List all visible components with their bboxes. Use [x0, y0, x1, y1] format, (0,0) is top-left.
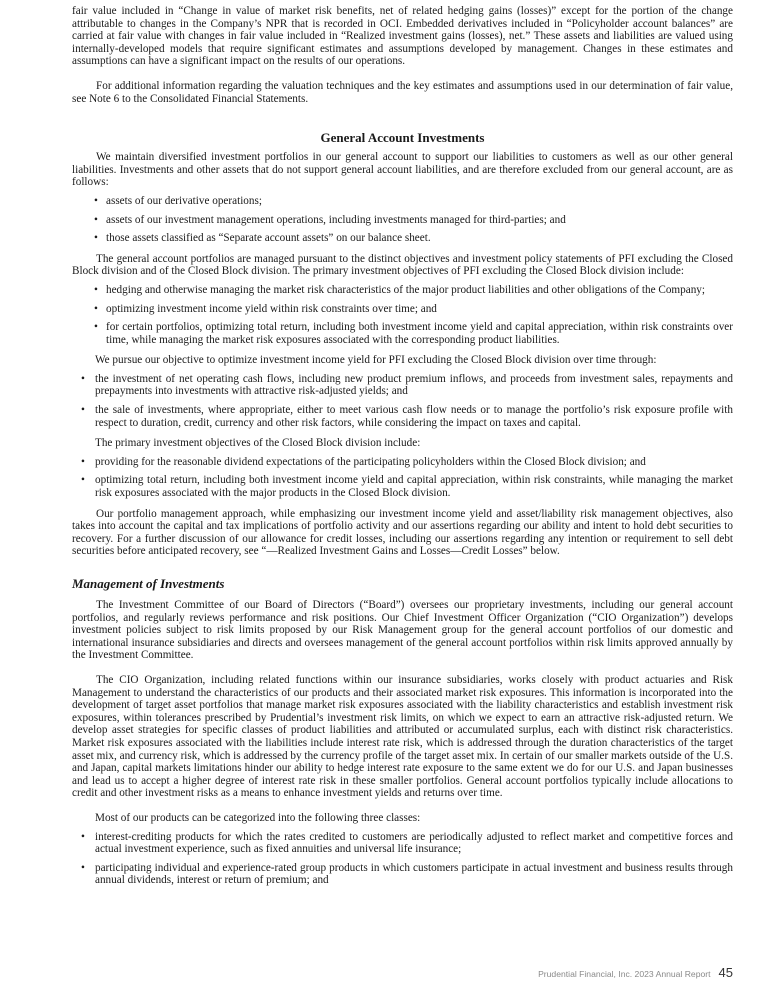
excluded-assets-list: [72, 195, 733, 245]
list-item: • hedging and otherwise managing the market risk characteristics of the major product liabilities and other obligations of the Company;: [94, 283, 705, 296]
bullet-icon: •: [94, 283, 98, 296]
page-number: 45: [718, 965, 733, 980]
pursue-items-list: [72, 373, 733, 429]
closed-block-objectives-list: [72, 456, 733, 500]
product-classes-list: [72, 831, 733, 887]
list-item: • those assets classified as “Separate account assets” on our balance sheet.: [94, 232, 431, 245]
general-account-paragraph-2: The general account portfolios are managed pursuant to the distinct objectives and investment policy statements of PFI excluding the Closed Block division and of the Closed Block division. The primary investment objectives of PFI excluding the Closed Block division include:: [72, 252, 733, 278]
bullet-icon: •: [94, 321, 98, 334]
list-item: • optimizing total return, including both investment income yield and capital appreciation, within risk constraints, while managing the market risk exposures associated with the major products in the Closed Block division.: [81, 474, 733, 500]
list-item: • participating individual and experience-rated group products in which customers participate in actual investment and business results through annual dividends, interest or return of premium; and: [81, 861, 733, 887]
general-account-paragraph-4: The primary investment objectives of the Closed Block division include:: [95, 437, 421, 450]
bullet-icon: •: [81, 830, 85, 843]
management-paragraph-2: The CIO Organization, including related functions within our insurance subsidiaries, works closely with product actuaries and Risk Management to understand the characteristics of our products and their associated market risk exposures. This information is incorporated into the development of target asset portfolios that manage market risk exposures associated with the liability characteristics and establish investment risk exposures, within tolerances prescribed by Prudential’s investment risk limits, on which we expect to earn an attractive risk-adjusted return. We develop asset strategies for specific classes of product liabilities and attributed or accumulated surplus, each with distinct risk characteristics. Market risk exposures associated with the liabilities include interest rate risk, which is addressed through the duration characteristics of the target asset mix, and currency risk, which is addressed by the currency profile of the target asset mix. In certain of our smaller markets outside of the U.S. and Japan, capital markets limitations hinder our ability to hedge interest rate exposure to the same extent we do for our U.S. and Japan businesses and lead us to accept a higher degree of interest rate risk in these smaller portfolios. General account portfolios typically include allocations to credit and other investment risks as a means to enhance investment yields and returns over time.: [72, 673, 733, 800]
intro-paragraph-2: For additional information regarding the valuation techniques and the key estimates and assumptions used in our determination of fair value, see Note 6 to the Consolidated Financial Statements.: [72, 79, 733, 105]
bullet-icon: •: [94, 194, 98, 207]
intro-paragraph-1: fair value included in “Change in value of market risk benefits, net of related hedging gains (losses)” except for the portion of the change attributable to changes in the Company’s NPR that is recorded in OCI. Embedded derivatives included in “Policyholder account balances” are carried at fair value with changes in fair value included in “Realized investment gains (losses), net.” These assets and liabilities are valued using internally-developed models that require significant estimates and assumptions developed by management. Changes in these estimates and assumptions can have a significant impact on the results of our operations.: [72, 5, 733, 68]
bullet-icon: •: [81, 861, 85, 874]
bullet-icon: •: [94, 302, 98, 315]
list-item: • assets of our derivative operations;: [94, 194, 262, 207]
management-paragraph-1: The Investment Committee of our Board of Directors (“Board”) oversees our proprietary investments, including our general account portfolios, and regularly reviews performance and risk positions. Our Chief Investment Officer Organization (“CIO Organization”) develops investment policies subject to risk limits proposed by our Risk Management group for the general account portfolios of our domestic and international insurance subsidiaries and directs and oversees management of the general account portfolios within risk limits approved annually by the Investment Committee.: [72, 599, 733, 662]
page-footer: [538, 965, 733, 980]
pfi-objectives-list: [72, 284, 733, 346]
bullet-icon: •: [81, 455, 85, 468]
section-heading-general-account: General Account Investments: [320, 130, 485, 146]
list-item: • optimizing investment income yield within risk constraints over time; and: [94, 302, 437, 315]
list-item: • assets of our investment management operations, including investments managed for third-parties; and: [94, 213, 566, 226]
list-item: • the investment of net operating cash flows, including new product premium inflows, and proceeds from investment sales, repayments and prepayments into investments with attractive risk-adjusted yields; and: [81, 372, 733, 398]
bullet-icon: •: [81, 372, 85, 385]
list-item: • providing for the reasonable dividend expectations of the participating policyholders within the Closed Block division; and: [81, 455, 646, 468]
general-account-paragraph-1: We maintain diversified investment portfolios in our general account to support our liabilities to customers as well as our other general liabilities. Investments and other assets that do not support general account liabilities, and are therefore excluded from our general account, are as follows:: [72, 151, 733, 189]
bullet-icon: •: [81, 404, 85, 417]
list-item: • the sale of investments, where appropriate, either to meet various cash flow needs or to manage the portfolio’s risk exposure profile with respect to duration, credit, currency and other risk factors, while considering the impact on taxes and capital.: [81, 404, 733, 429]
list-item: • interest-crediting products for which the rates credited to customers are periodically adjusted to reflect market and competitive forces and actual investment experience, such as fixed annuities and universal life insurance;: [81, 830, 733, 856]
subsection-heading-management: Management of Investments: [72, 576, 225, 591]
general-account-paragraph-5: Our portfolio management approach, while emphasizing our investment income yield and asset/liability risk management objectives, also takes into account the capital and tax implications of portfolio activity and our assertions regarding our ability and intent to hold debt securities to recovery. For a further discussion of our allowance for credit losses, including our assertions regarding any intention or requirement to sell debt securities before anticipated recovery, see “—Realized Investment Gains and Losses—Credit Losses” below.: [72, 507, 733, 558]
bullet-icon: •: [81, 474, 85, 487]
list-item: • for certain portfolios, optimizing total return, including both investment income yield and capital appreciation, within risk constraints over time, while managing the market risk exposures associated with the corresponding product liabilities.: [94, 321, 733, 346]
report-title: Prudential Financial, Inc. 2023 Annual Report: [538, 969, 711, 979]
management-paragraph-3: Most of our products can be categorized into the following three classes:: [95, 811, 421, 824]
bullet-icon: •: [94, 232, 98, 245]
document-page: [72, 5, 733, 887]
general-account-paragraph-3: We pursue our objective to optimize investment income yield for PFI excluding the Closed Block division over time through:: [95, 354, 657, 367]
bullet-icon: •: [94, 213, 98, 226]
